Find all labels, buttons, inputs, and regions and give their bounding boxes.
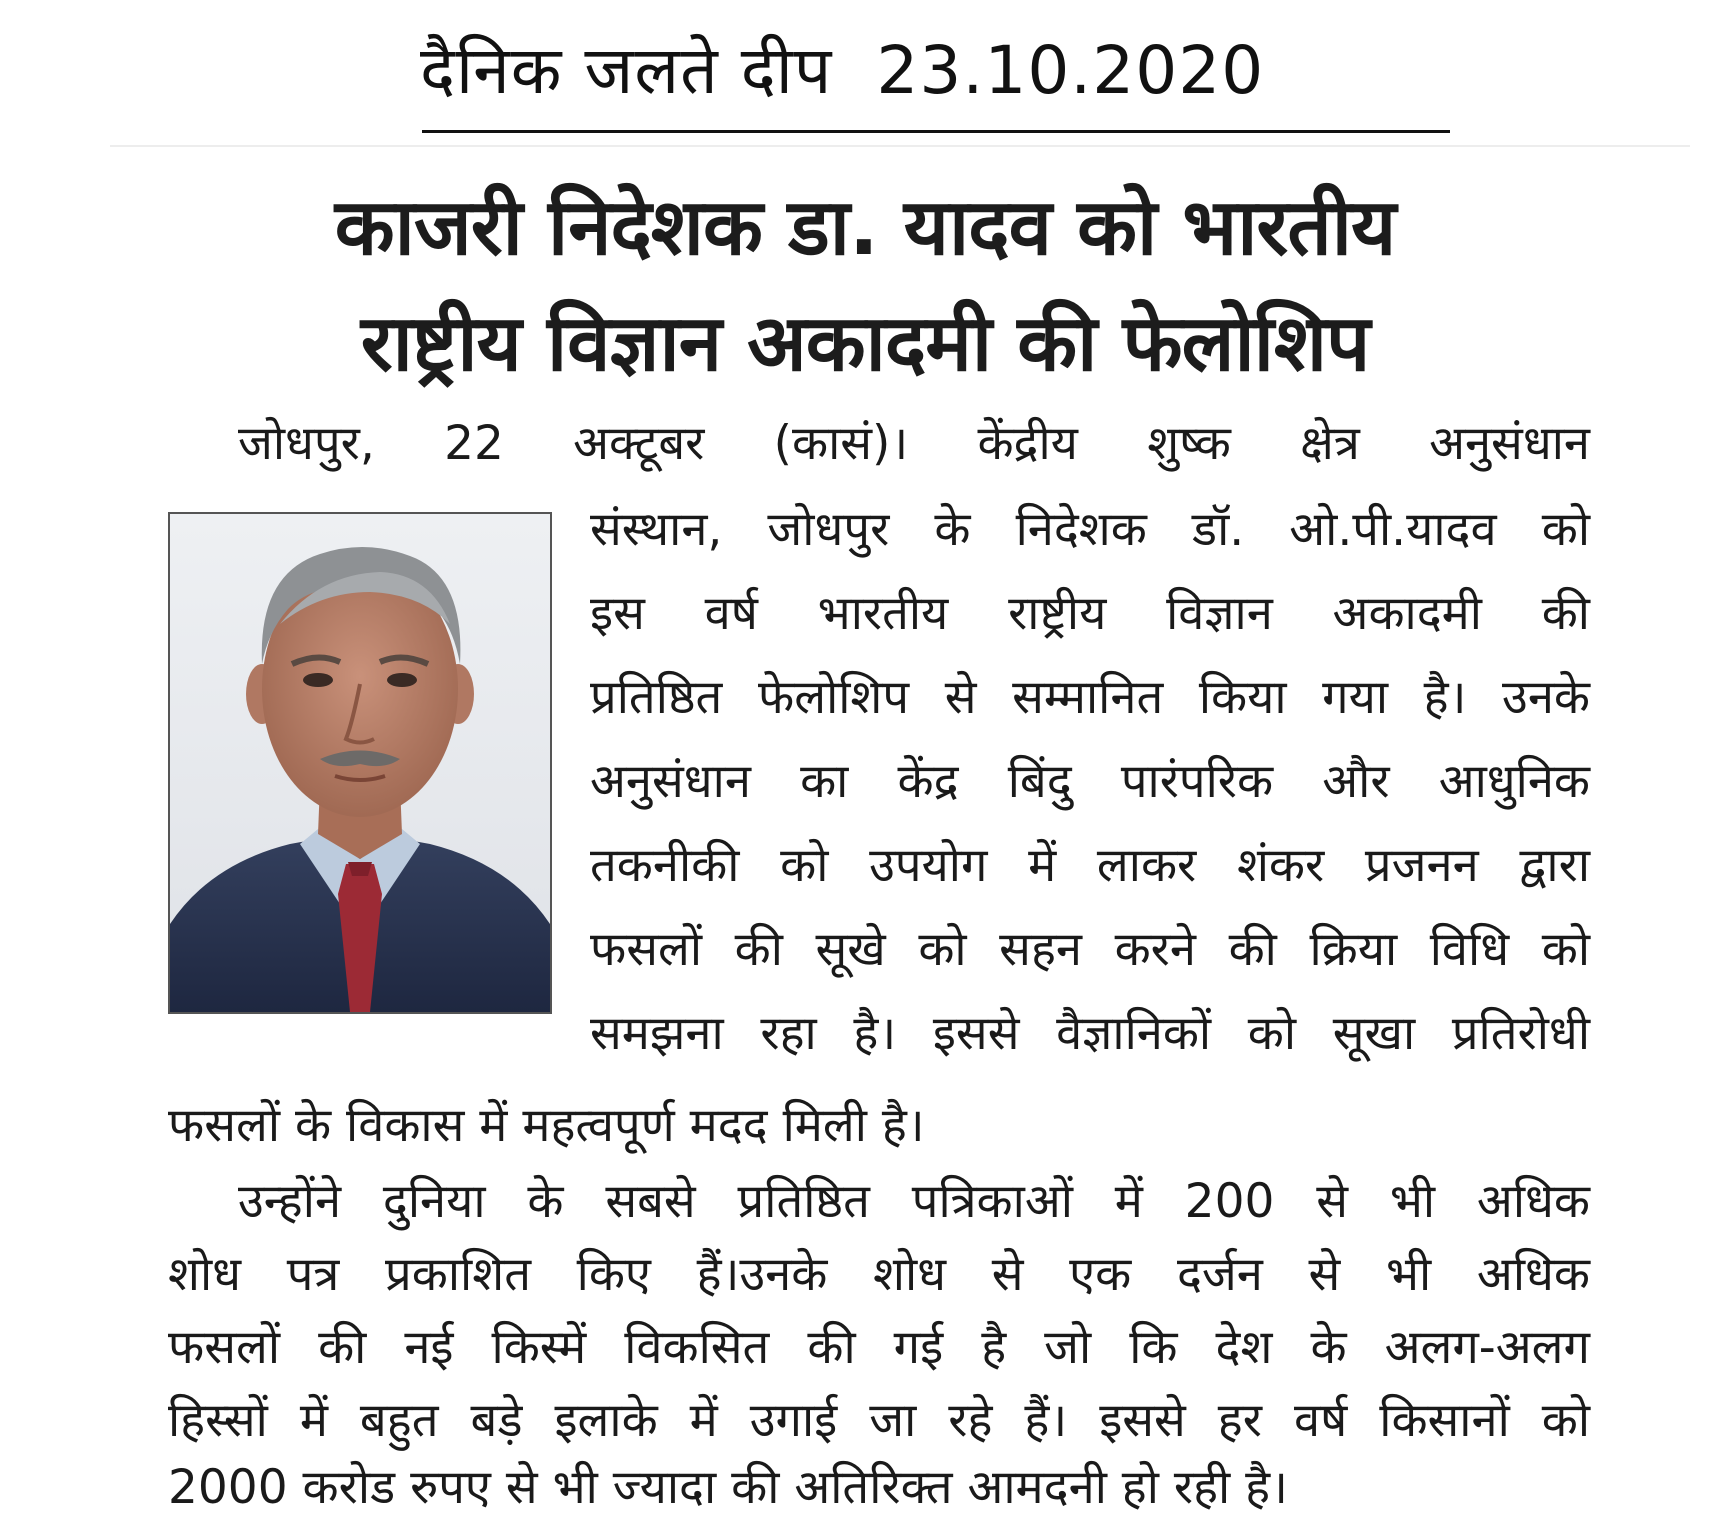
headline-line-2: राष्ट्रीय विज्ञान अकादमी की फेलोशिप xyxy=(360,299,1370,389)
article-line-3: इस वर्ष भारतीय राष्ट्रीय विज्ञान अकादमी की xyxy=(590,586,1590,641)
faint-divider xyxy=(110,145,1690,147)
headline xyxy=(200,170,1530,402)
article-line-2: संस्थान, जोधपुर के निदेशक डॉ. ओ.पी.यादव को xyxy=(590,502,1590,557)
article-line-13: हिस्सों में बहुत बड़े इलाके में उगाई जा रहे हैं। इससे हर वर्ष किसानों को xyxy=(168,1393,1590,1448)
portrait-image xyxy=(170,514,550,1012)
article-line-7: फसलों की सूखे को सहन करने की क्रिया विधि को xyxy=(590,922,1590,977)
masthead-rule xyxy=(422,130,1450,133)
publication-date: 23.10.2020 xyxy=(876,32,1265,109)
article-line-4: प्रतिष्ठित फेलोशिप से सम्मानित किया गया है। उनके xyxy=(590,670,1590,725)
article-line-14: 2000 करोड रुपए से भी ज्यादा की अतिरिक्त आमदनी हो रही है। xyxy=(168,1460,1288,1515)
publication-name: दैनिक जलते दीप xyxy=(420,32,833,109)
masthead xyxy=(420,32,1460,109)
article-line-10: उन्होंने दुनिया के सबसे प्रतिष्ठित पत्रिकाओं में 200 से भी अधिक xyxy=(238,1174,1590,1229)
article-line-1: जोधपुर, 22 अक्टूबर (कासं)। केंद्रीय शुष्क क्षेत्र अनुसंधान xyxy=(238,416,1590,471)
article-line-5: अनुसंधान का केंद्र बिंदु पारंपरिक और आधुनिक xyxy=(590,754,1590,809)
article-line-9: फसलों के विकास में महत्वपूर्ण मदद मिली है। xyxy=(168,1098,925,1153)
article-line-12: फसलों की नई किस्में विकसित की गई है जो कि देश के अलग-अलग xyxy=(168,1320,1590,1375)
portrait-photo xyxy=(168,512,552,1014)
headline-line-1: काजरी निदेशक डा. यादव को भारतीय xyxy=(334,183,1396,273)
article-line-11: शोध पत्र प्रकाशित किए हैं।उनके शोध से एक दर्जन से भी अधिक xyxy=(168,1247,1590,1302)
article-line-6: तकनीकी को उपयोग में लाकर शंकर प्रजनन द्वारा xyxy=(590,838,1590,893)
article-line-8: समझना रहा है। इससे वैज्ञानिकों को सूखा प्रतिरोधी xyxy=(590,1006,1590,1061)
